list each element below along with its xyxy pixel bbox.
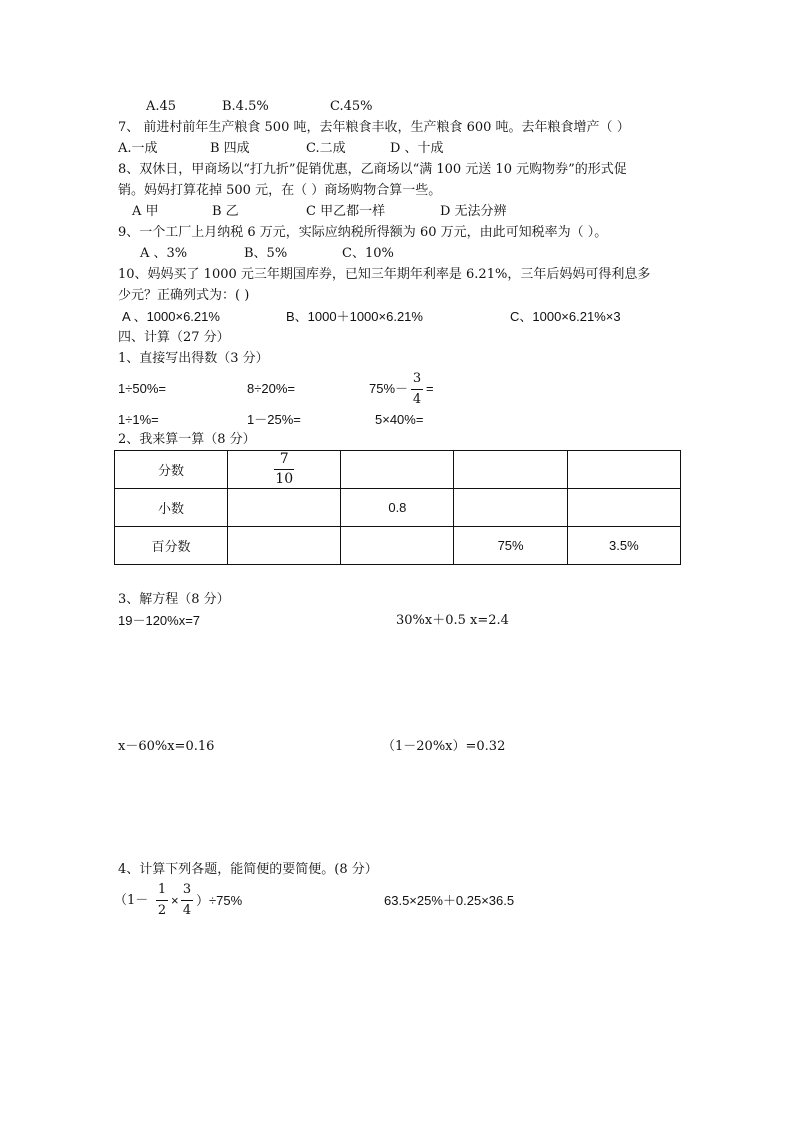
equation-4: （1－20%x）=0.32 (382, 739, 506, 754)
part4-title: 4、计算下列各题，能简便的要简便。(8 分） (118, 862, 378, 877)
row-label-decimal: 小数 (115, 489, 228, 527)
fraction-numerator: 3 (182, 882, 192, 897)
fraction-seven-tenths (274, 451, 294, 488)
fraction-bar (274, 469, 294, 470)
q10-option-a: A 、1000×6.21% (122, 309, 220, 324)
q6-option-b: B.4.5% (222, 99, 269, 114)
part2-title: 2、我来算一算（8 分） (118, 432, 256, 447)
q7-option-b: B 四成 (210, 141, 250, 156)
table-cell-empty (567, 451, 680, 489)
q7-option-c: C.二成 (306, 141, 346, 156)
section-4-title: 四、计算（27 分） (118, 330, 230, 345)
q9-question: 9、一个工厂上月纳税 6 万元，实际应纳税所得额为 60 万元，由此可知税率为（ ）。 (118, 225, 608, 240)
table-cell-empty (567, 489, 680, 527)
mental-math-4: 1÷1%= (118, 412, 159, 427)
mental-math-3-suffix: = (426, 381, 434, 396)
row-label-fraction: 分数 (115, 451, 228, 489)
q6-option-a: A.45 (146, 99, 177, 114)
fraction-denominator: 10 (275, 471, 294, 487)
q7-option-a: A.一成 (118, 141, 158, 156)
mental-math-6: 5×40%= (375, 412, 424, 427)
table-cell-empty (341, 527, 454, 565)
part3-title: 3、解方程（8 分） (118, 592, 230, 607)
part1-title: 1、直接写出得数（3 分） (118, 351, 269, 366)
q6-option-c: C.45% (330, 99, 373, 114)
q8-option-a: A 甲 (132, 204, 159, 219)
fraction-bar (411, 389, 423, 390)
fraction-denominator: 4 (182, 903, 192, 918)
q8-option-d: D 无法分辨 (440, 204, 507, 219)
q9-option-b: B、5% (244, 246, 288, 261)
q9-option-c: C、10% (342, 246, 394, 261)
table-row (115, 489, 681, 527)
table-cell-percent-2: 3.5% (567, 527, 680, 565)
equation-2: 30%x＋0.5 x=2.4 (396, 613, 509, 628)
q10-question-line1: 10、妈妈买了 1000 元三年期国库券，已知三年期年利率是 6.21%，三年后妈妈可得利息多 (118, 267, 651, 282)
mental-math-2: 8÷20%= (247, 381, 295, 396)
equation-3: x－60%x=0.16 (118, 739, 215, 754)
q8-question-line2: 销。妈妈打算花掉 500 元，在（ ）商场购物合算一些。 (118, 183, 442, 198)
fraction-bar (181, 900, 193, 901)
fraction-bar (156, 900, 168, 901)
table-cell-percent-1: 75% (454, 527, 567, 565)
table-cell-empty (454, 451, 567, 489)
q10-question-line2: 少元？正确列式为：( ) (118, 288, 250, 303)
fraction-numerator: 7 (279, 451, 289, 467)
equation-1: 19－120%x=7 (118, 613, 201, 628)
q10-option-c: C、1000×6.21%×3 (510, 309, 621, 324)
simplify-expr-1-open: （1－ (114, 893, 149, 908)
table-cell-decimal: 0.8 (341, 489, 454, 527)
fraction-three-quarters (181, 881, 193, 920)
q9-option-a: A 、3% (140, 246, 188, 261)
table-cell-empty (228, 527, 341, 565)
q8-option-c: C 甲乙都一样 (306, 204, 386, 219)
simplify-expr-1-close: ）÷75% (196, 893, 243, 908)
fraction-denominator: 2 (157, 903, 167, 918)
table-row (115, 451, 681, 489)
conversion-table (114, 450, 681, 565)
table-row (115, 527, 681, 565)
q10-option-b: B、1000＋1000×6.21% (286, 309, 423, 324)
table-cell-empty (228, 489, 341, 527)
table-cell-empty (454, 489, 567, 527)
q8-question-line1: 8、双休日，甲商场以“打九折”促销优惠，乙商场以“满 100 元送 10 元购物券”的形式促 (118, 162, 627, 177)
q8-option-b: B 乙 (212, 204, 239, 219)
mental-math-3-fraction (411, 370, 423, 409)
simplify-expr-2: 63.5×25%＋0.25×36.5 (384, 893, 515, 908)
fraction-numerator: 3 (412, 371, 422, 386)
times-sign: × (171, 893, 179, 908)
mental-math-1: 1÷50%= (118, 381, 166, 396)
fraction-denominator: 4 (412, 392, 422, 407)
q7-option-d: D 、十成 (390, 141, 444, 156)
q7-question: 7、 前进村前年生产粮食 500 吨，去年粮食丰收，生产粮食 600 吨。去年粮食增产（ ） (118, 120, 630, 135)
table-cell-empty (341, 451, 454, 489)
mental-math-3-prefix: 75%－ (369, 381, 409, 396)
fraction-one-half (156, 881, 168, 920)
mental-math-5: 1－25%= (247, 412, 301, 427)
row-label-percent: 百分数 (115, 527, 228, 565)
fraction-numerator: 1 (157, 882, 167, 897)
table-cell-fraction (228, 451, 341, 489)
